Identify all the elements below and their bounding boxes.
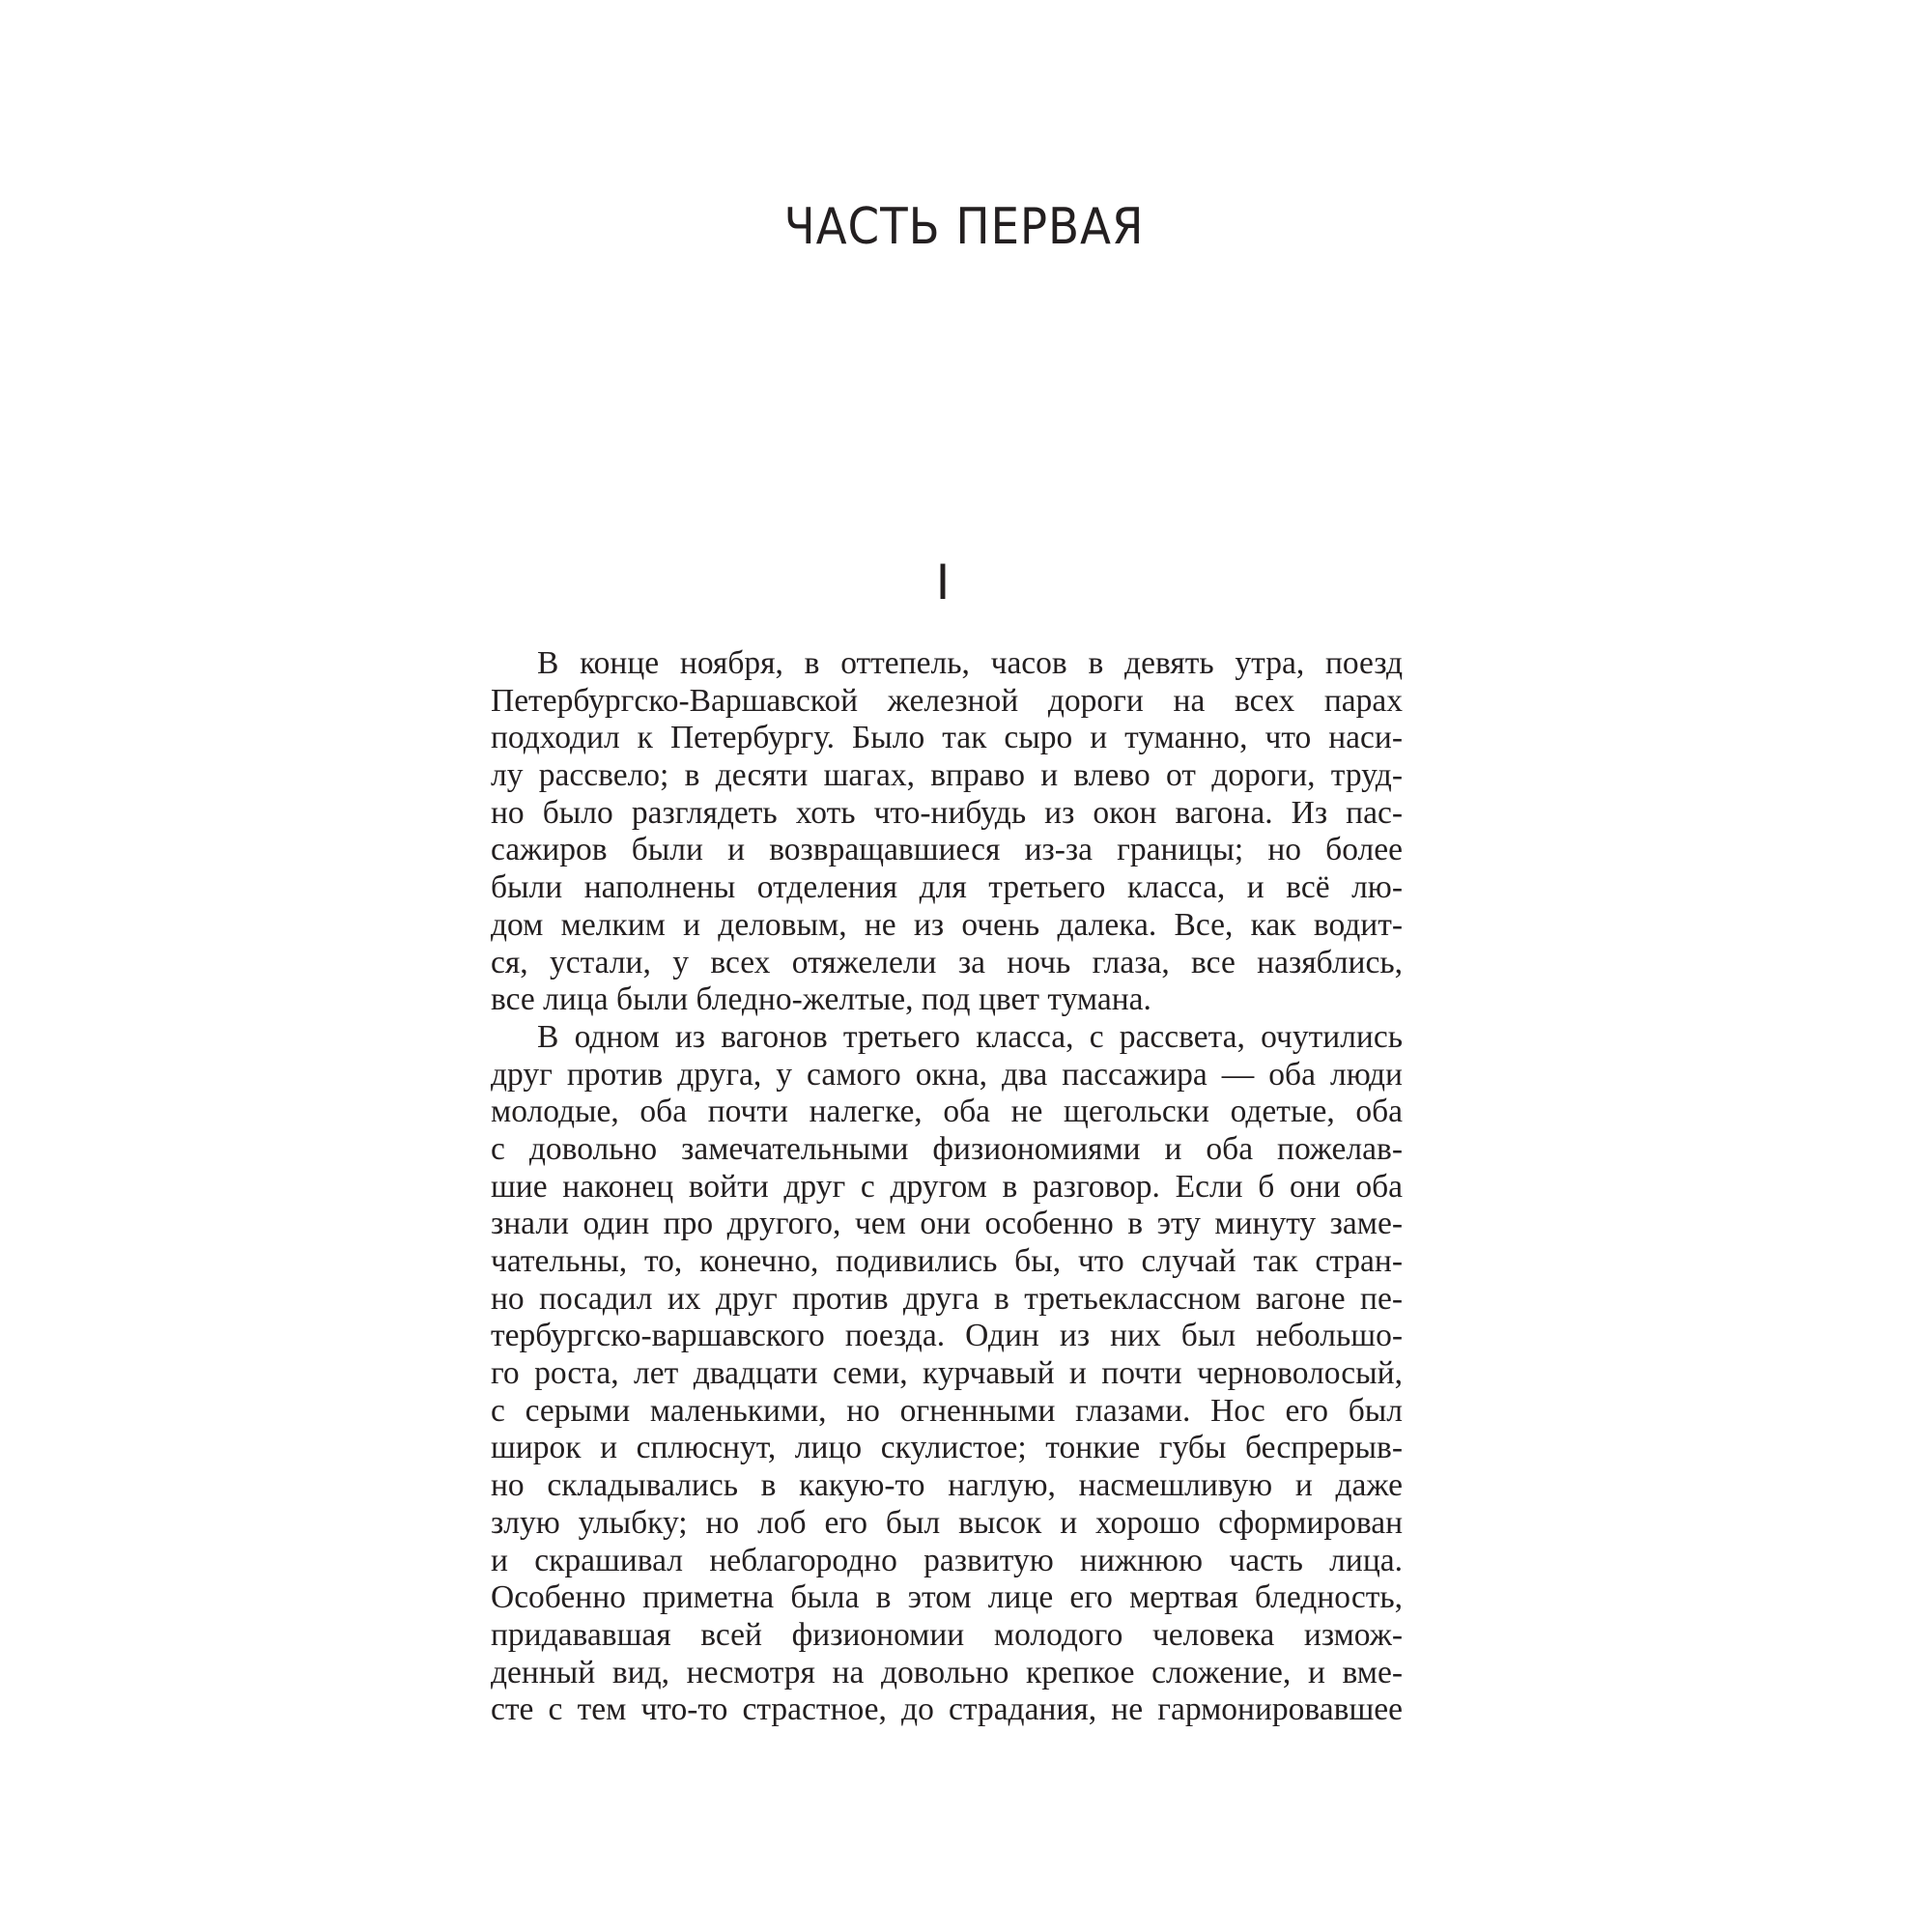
text-line: лу рассвело; в десяти шагах, вправо и влево от дороги, труд- bbox=[491, 757, 1403, 794]
text-line: но складывались в какую-то наглую, насмешливую и даже bbox=[491, 1467, 1403, 1504]
text-line: и скрашивал неблагородно развитую нижнюю часть лица. bbox=[491, 1542, 1403, 1578]
text-line: сажиров были и возвращавшиеся из-за границы; но более bbox=[491, 832, 1403, 868]
text-line: все лица были бледно-желтые, под цвет тумана. bbox=[491, 981, 1151, 1018]
text-line: ся, устали, у всех отяжелели за ночь глаза, все назяблись, bbox=[491, 944, 1403, 980]
text-line: дом мелким и деловым, не из очень далека. Все, как водит- bbox=[491, 906, 1403, 943]
text-line: придававшая всей физиономии молодого человека измож- bbox=[491, 1616, 1403, 1653]
text-line: подходил к Петербургу. Было так сыро и туманно, что наси- bbox=[491, 720, 1403, 756]
text-line: сте с тем что-то страстное, до страдания, не гармонировавшее bbox=[491, 1691, 1403, 1728]
text-line: го роста, лет двадцати семи, курчавый и почти черноволосый, bbox=[491, 1355, 1403, 1392]
text-line: Особенно приметна была в этом лице его мертвая бледность, bbox=[491, 1579, 1403, 1616]
text-line: широк и сплюснут, лицо скулистое; тонкие губы беспрерыв- bbox=[491, 1430, 1403, 1466]
text-line: с довольно замечательными физиономиями и оба пожелав- bbox=[491, 1130, 1403, 1167]
text-line: были наполнены отделения для третьего класса, и всё лю- bbox=[491, 869, 1403, 906]
text-line: В конце ноября, в оттепель, часов в девять утра, поезд bbox=[537, 645, 1403, 681]
text-line: молодые, оба почти налегке, оба не щегольски одетые, оба bbox=[491, 1094, 1403, 1130]
text-line: чательны, то, конечно, подивились бы, что случай так стран- bbox=[491, 1243, 1403, 1279]
chapter-number: I bbox=[935, 554, 951, 611]
text-line: друг против друга, у самого окна, два пассажира — оба люди bbox=[491, 1056, 1403, 1093]
text-line: но было разглядеть хоть что-нибудь из окон вагона. Из пас- bbox=[491, 794, 1403, 831]
chapter-body-text bbox=[491, 645, 1403, 1729]
text-line: с серыми маленькими, но огненными глазами. Нос его был bbox=[491, 1392, 1403, 1429]
text-line: Петербургско-Варшавской железной дороги на всех парах bbox=[491, 682, 1403, 719]
text-line: но посадил их друг против друга в третьеклассном вагоне пе- bbox=[491, 1280, 1403, 1317]
text-line: денный вид, несмотря на довольно крепкое сложение, и вме- bbox=[491, 1654, 1403, 1690]
text-line: В одном из вагонов третьего класса, с рассвета, очутились bbox=[537, 1018, 1403, 1055]
part-title: ЧАСТЬ ПЕРВАЯ bbox=[783, 198, 1145, 256]
text-line: тербургско-варшавского поезда. Один из них был небольшо- bbox=[491, 1318, 1403, 1354]
text-line: злую улыбку; но лоб его был высок и хорошо сформирован bbox=[491, 1504, 1403, 1541]
text-line: шие наконец войти друг с другом в разговор. Если б они оба bbox=[491, 1168, 1403, 1205]
text-line: знали один про другого, чем они особенно в эту минуту заме- bbox=[491, 1206, 1403, 1242]
